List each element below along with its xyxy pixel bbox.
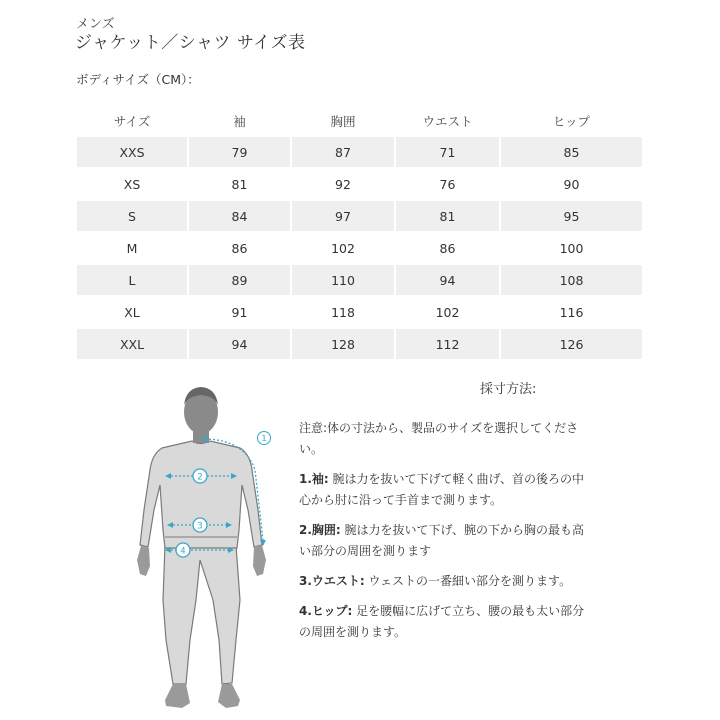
left-hand xyxy=(137,546,150,576)
cell-waist: 94 xyxy=(396,265,499,295)
cell-waist: 86 xyxy=(439,240,456,256)
cell-hip: 108 xyxy=(501,265,642,295)
cell-sleeve: 81 xyxy=(231,176,248,192)
section-label: ボディサイズ（CM）： xyxy=(76,72,200,87)
instruction-hip xyxy=(299,601,589,643)
right-foot xyxy=(218,684,240,708)
size-table xyxy=(77,104,642,361)
cell-sleeve: 79 xyxy=(189,137,290,167)
cell-hip: 116 xyxy=(559,304,584,320)
left-foot xyxy=(165,684,190,708)
cell-waist: 76 xyxy=(439,176,456,192)
table-row xyxy=(77,233,642,263)
table-row xyxy=(77,265,642,295)
cell-chest: 110 xyxy=(292,265,394,295)
cell-waist: 71 xyxy=(396,137,499,167)
column-header-sleeve: 袖 xyxy=(233,113,246,129)
marker-3-label: 3 xyxy=(197,521,203,532)
cell-chest: 102 xyxy=(331,240,355,256)
table-row xyxy=(77,137,642,167)
instruction-waist xyxy=(299,571,589,592)
cell-hip: 90 xyxy=(563,176,580,192)
instruction-sleeve xyxy=(299,469,589,511)
marker-4-label: 4 xyxy=(180,546,186,557)
cell-sleeve: 94 xyxy=(189,329,290,359)
column-header-hip: ヒップ xyxy=(552,113,591,129)
page-title: ジャケット／シャツ サイズ表 xyxy=(75,33,306,53)
table-row xyxy=(77,329,642,359)
cell-size: XS xyxy=(123,176,141,192)
cell-waist: 112 xyxy=(396,329,499,359)
cell-chest: 87 xyxy=(292,137,394,167)
table-row xyxy=(77,201,642,231)
table-header-row xyxy=(77,104,642,137)
marker-1-label: 1 xyxy=(261,434,267,443)
cell-size: M xyxy=(126,240,138,256)
note-text: 注意:体の寸法から、製品のサイズを選択してください。 xyxy=(299,421,579,456)
cell-size: L xyxy=(77,265,187,295)
cell-hip: 100 xyxy=(559,240,584,256)
legs-shape xyxy=(163,545,240,684)
instruction-label: 1.袖: xyxy=(299,472,329,486)
instruction-label: 4.ヒップ: xyxy=(299,604,353,618)
instruction-text: 腕は力を抜いて下げて軽く曲げ、首の後ろの中心から肘に沿って手首まで測ります。 xyxy=(299,472,585,507)
cell-hip: 95 xyxy=(501,201,642,231)
cell-sleeve: 91 xyxy=(231,304,248,320)
instruction-text: 足を腰幅に広げて立ち、腰の最も太い部分の周囲を測ります。 xyxy=(299,604,585,639)
column-header-waist: ウエスト xyxy=(422,113,473,129)
instruction-label: 2.胸囲: xyxy=(299,523,341,537)
column-header-size: サイズ xyxy=(113,113,151,129)
cell-chest: 92 xyxy=(335,176,351,192)
cell-waist: 102 xyxy=(435,304,460,320)
cell-chest: 118 xyxy=(331,304,355,320)
column-header-chest: 胸囲 xyxy=(330,113,356,129)
measurement-instructions xyxy=(299,418,589,652)
category-subtitle: メンズ xyxy=(76,17,115,32)
cell-size: S xyxy=(77,201,187,231)
cell-size: XL xyxy=(124,304,140,320)
cell-sleeve: 84 xyxy=(189,201,290,231)
table-row xyxy=(77,169,642,199)
cell-size: XXL xyxy=(77,329,187,359)
cell-waist: 81 xyxy=(396,201,499,231)
right-hand xyxy=(253,545,266,576)
cell-size: XXS xyxy=(77,137,187,167)
cell-hip: 126 xyxy=(501,329,642,359)
marker-2-label: 2 xyxy=(197,472,203,483)
body-measurement-figure xyxy=(130,380,290,715)
instruction-text: 腕は力を抜いて下げ、腕の下から胸の最も高い部分の周囲を測ります xyxy=(299,523,585,558)
instruction-label: 3.ウエスト: xyxy=(299,574,365,588)
cell-chest: 128 xyxy=(292,329,394,359)
cell-chest: 97 xyxy=(292,201,394,231)
instruction-text: ウェストの一番細い部分を測ります。 xyxy=(364,574,572,588)
cell-sleeve: 86 xyxy=(231,240,248,256)
instruction-chest xyxy=(299,520,589,562)
measurement-method-title: 採寸方法: xyxy=(480,382,537,397)
cell-hip: 85 xyxy=(501,137,642,167)
table-row xyxy=(77,297,642,327)
cell-sleeve: 89 xyxy=(189,265,290,295)
